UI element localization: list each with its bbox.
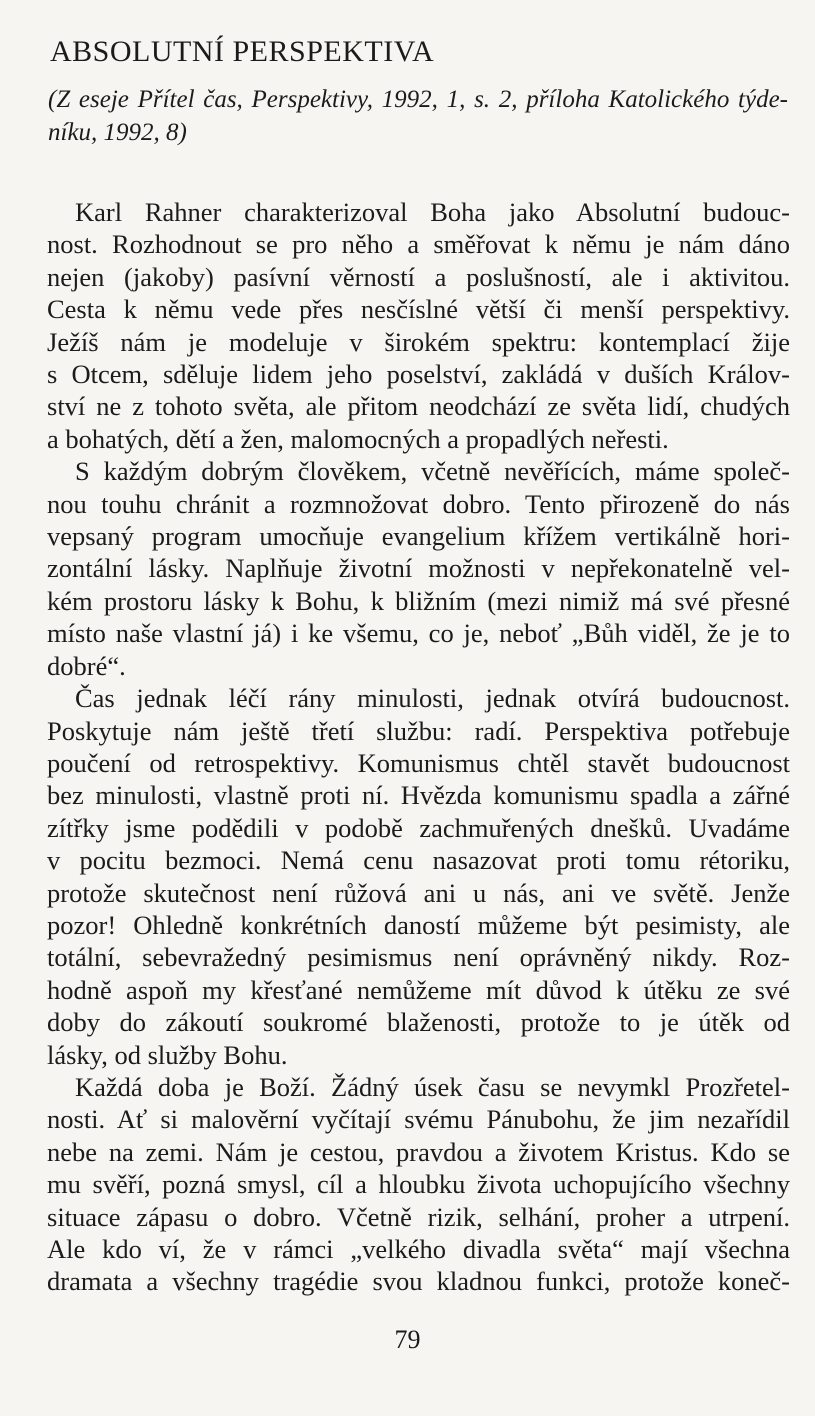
text-line: S každým dobrým člověkem, včetně nevěřících, máme společ- xyxy=(75,456,790,487)
text-line: nebe na zemi. Nám je cestou, pravdou a životem Kristus. Kdo se xyxy=(47,1136,790,1167)
text-line: s Otcem, sděluje lidem jeho poselství, zakládá v duších Králov- xyxy=(47,359,790,390)
text-line: poučení od retrospektivy. Komunismus chtěl stavět budoucnost xyxy=(47,747,790,778)
text-line: a bohatých, dětí a žen, malomocných a propadlých neřesti. xyxy=(47,423,669,454)
text-line: dobré“. xyxy=(47,650,126,681)
text-line: lásky, od služby Bohu. xyxy=(47,1039,288,1070)
paragraph-3 xyxy=(47,682,790,1071)
text-line: Ježíš nám je modeluje v širokém spektru: kontemplací žije xyxy=(47,326,790,357)
text-line: doby do zákoutí soukromé blaženosti, protože to je útěk od xyxy=(47,1007,790,1038)
text-line: protože skutečnost není růžová ani u nás, ani ve světě. Jenže xyxy=(47,877,790,908)
text-line: Poskytuje nám ještě třetí službu: radí. Perspektiva potřebuje xyxy=(47,715,790,746)
text-line: kém prostoru lásky k Bohu, k bližním (mezi nimiž má své přesné xyxy=(47,585,790,616)
source-line: (Z eseje Přítel čas, Perspektivy, 1992, 1, s. 2, příloha Katolického týde- xyxy=(48,86,788,113)
text-line: Ale kdo ví, že v rámci „velkého divadla světa“ mají všechna xyxy=(47,1234,790,1264)
paragraph-2 xyxy=(47,455,790,682)
text-line: totální, sebevražedný pesimismus není oprávněný nikdy. Roz- xyxy=(47,942,790,973)
text-line: Čas jednak léčí rány minulosti, jednak otvírá budoucnost. xyxy=(75,683,790,714)
text-line: Cesta k němu vede přes nesčíslné větší či menší perspektivy. xyxy=(47,294,790,325)
text-line: pozor! Ohledně konkrétních daností můžeme být pesimisty, ale xyxy=(47,909,790,940)
paragraph-4 xyxy=(47,1071,790,1298)
text-line: ství ne z tohoto světa, ale přitom neodchází ze světa lidí, chudých xyxy=(47,391,790,422)
text-line: nou touhu chránit a rozmnožovat dobro. Tento přirozeně do nás xyxy=(47,488,790,519)
text-line: mu svěří, pozná smysl, cíl a hloubku života uchopujícího všechny xyxy=(47,1169,790,1200)
text-line: zítřky jsme podědili v podobě zachmuřených dnešků. Uvadáme xyxy=(47,812,790,843)
text-line: nost. Rozhodnout se pro něho a směřovat k němu je nám dáno xyxy=(47,229,790,260)
text-line: zontální lásky. Naplňuje životní možnosti v nepřekonatelně vel- xyxy=(47,553,790,584)
text-line: místo naše vlastní já) i ke všemu, co je, neboť „Bůh viděl, že je to xyxy=(47,618,790,649)
text-line: nosti. Ať si malověrní vyčítají svému Pánubohu, že jim nezařídil xyxy=(47,1104,790,1135)
text-line: Karl Rahner charakterizoval Boha jako Absolutní budouc- xyxy=(75,197,790,227)
text-line: situace zápasu o dobro. Včetně rizik, selhání, proher a utrpení. xyxy=(47,1201,790,1232)
text-line: vepsaný program umocňuje evangelium křížem vertikálně hori- xyxy=(47,521,790,552)
text-line: nejen (jakoby) pasívní věrností a poslušností, ale i aktivitou. xyxy=(47,261,790,292)
text-line: hodně aspoň my křesťané nemůžeme mít důvod k útěku ze své xyxy=(47,974,790,1005)
page-number: 79 xyxy=(394,1325,421,1354)
text-line: v pocitu bezmoci. Nemá cenu nasazovat proti tomu rétoriku, xyxy=(47,845,790,876)
chapter-title: ABSOLUTNÍ PERSPEKTIVA xyxy=(50,35,435,68)
text-line: bez minulosti, vlastně proti ní. Hvězda komunismu spadla a zářné xyxy=(47,780,790,811)
body-text xyxy=(47,196,790,1298)
text-line: Každá doba je Boží. Žádný úsek času se nevymkl Prozřetel- xyxy=(75,1071,790,1102)
source-citation xyxy=(48,83,788,149)
source-line: níku, 1992, 8) xyxy=(48,119,187,146)
text-line: dramata a všechny tragédie svou kladnou funkci, protože koneč- xyxy=(47,1266,790,1297)
paragraph-1 xyxy=(47,196,790,455)
